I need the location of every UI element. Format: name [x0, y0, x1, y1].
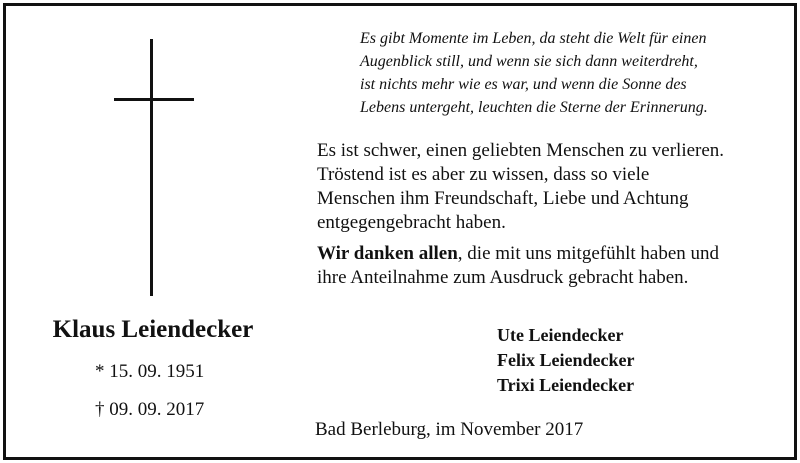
thanks-rest: , die mit uns mitgefühlt haben und ihre Anteilnahme zum Ausdruck gebracht haben. — [317, 243, 720, 288]
signer-name: Ute Leiendecker — [497, 325, 624, 345]
signer-name: Trixi Leiendecker — [497, 375, 635, 395]
thanks-bold-lead: Wir danken allen — [317, 243, 458, 264]
cross-horizontal-bar — [114, 98, 194, 101]
thanks-paragraph — [317, 242, 787, 290]
signers-list — [497, 323, 634, 398]
memorial-poem: Es gibt Momente im Leben, da steht die Welt für einen Augenblick still, und wenn sie sich dann weiterdreht, ist nichts mehr wie es war, und wenn die Sonne des Lebens untergeht, leuchten die Sterne der Erinnerung. — [360, 30, 708, 116]
birth-date: * 15. 09. 1951 — [95, 361, 205, 382]
deceased-name: Klaus Leiendecker — [52, 316, 254, 343]
cross-vertical-bar — [150, 39, 153, 296]
signer-name: Felix Leiendecker — [497, 350, 635, 370]
condolence-message: Es ist schwer, einen geliebten Menschen zu verlieren. Tröstend ist es aber zu wissen, dass so viele Menschen ihm Freundschaft, Liebe und Achtung entgegengebracht haben. — [317, 140, 725, 233]
death-date: † 09. 09. 2017 — [95, 399, 205, 420]
place-and-date: Bad Berleburg, im November 2017 — [315, 419, 584, 440]
